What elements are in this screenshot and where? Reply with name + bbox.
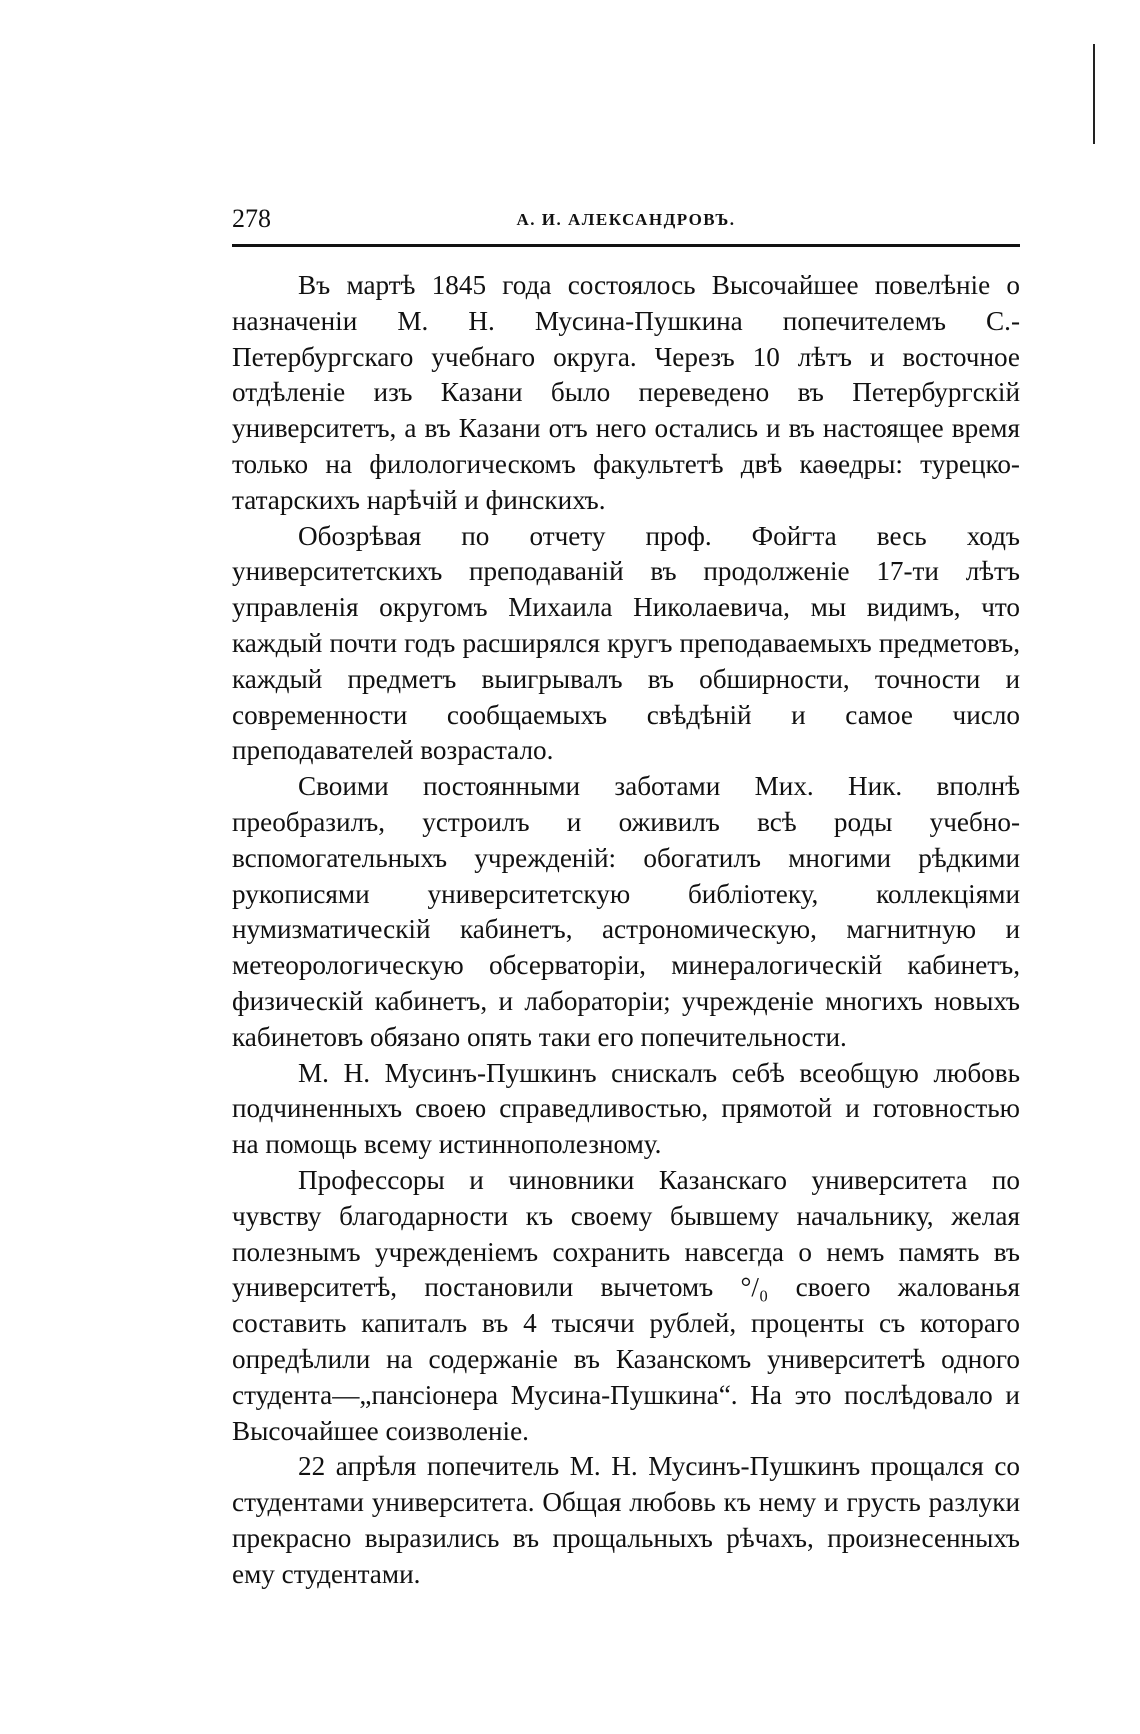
body-text (232, 268, 1020, 1592)
page-edge-line (1093, 44, 1095, 144)
paragraph: Своими постоянными заботами Мих. Ник. вполнѣ преобразилъ, устроилъ и оживилъ всѣ роды учебно-вспомогательныхъ учрежденій: обогатилъ многими рѣдкими рукописями университетскую библіотеку, коллекціями нумизматическій кабинетъ, астрономическую, магнитную и метеорологическую обсерваторіи, минералогическій кабинетъ, физическій кабинетъ, и лабораторіи; учрежденіе многихъ новыхъ кабинетовъ обязано опять таки его попечительности. (232, 771, 1020, 1052)
paragraph: Профессоры и чиновники Казанскаго университета по чувству благодарности къ своему бывшему начальнику, желая полезнымъ учрежденіемъ сохранить навсегда о немъ память въ университетѣ, постановили вычетомъ °/₀ своего жалованья составить капиталъ въ 4 тысячи рублей, проценты съ котораго опредѣлили на содержаніе въ Казанскомъ университетѣ одного студента—„пансіонера Мусина-Пушкина“. На это послѣдовало и Высочайшее соизволеніе. (232, 1164, 1020, 1446)
paragraph: Обозрѣвая по отчету проф. Фойгта весь ходъ университетскихъ преподаваній въ продолженіе 17-ти лѣтъ управленія округомъ Михаила Николаевича, мы видимъ, что каждый почти годъ расширялся кругъ преподаваемыхъ предметовъ, каждый предметъ выигрывалъ въ обширности, точности и современности сообщаемыхъ свѣдѣній и самое число преподавателей возрастало. (232, 520, 1020, 766)
header-rule (232, 244, 1020, 247)
paragraph: М. Н. Мусинъ-Пушкинъ снискалъ себѣ всеобщую любовь подчиненныхъ своею справедливостью, прямотой и готовностью на помощь всему истиннополезному. (232, 1057, 1020, 1160)
paragraph: 22 апрѣля попечитель М. Н. Мусинъ-Пушкинъ прощался со студентами университета. Общая любовь къ нему и грусть разлуки прекрасно выразились въ прощальныхъ рѣчахъ, произнесенныхъ ему студентами. (232, 1451, 1020, 1589)
page-header (232, 204, 1020, 234)
page-number: 278 (232, 204, 271, 233)
paragraph: Въ мартѣ 1845 года состоялось Высочайшее повелѣніе о назначеніи М. Н. Мусина-Пушкина попечителемъ С.-Петербургскаго учебнаго округа. Черезъ 10 лѣтъ и восточное отдѣленіе изъ Казани было переведено въ Петербургскій университетъ, а въ Казани отъ него остались и въ настоящее время только на филологическомъ факультетѣ двѣ каѳедры: турецко-татарскихъ нарѣчій и финскихъ. (232, 270, 1020, 515)
running-title: А. И. АЛЕКСАНДРОВЪ. (516, 210, 736, 229)
